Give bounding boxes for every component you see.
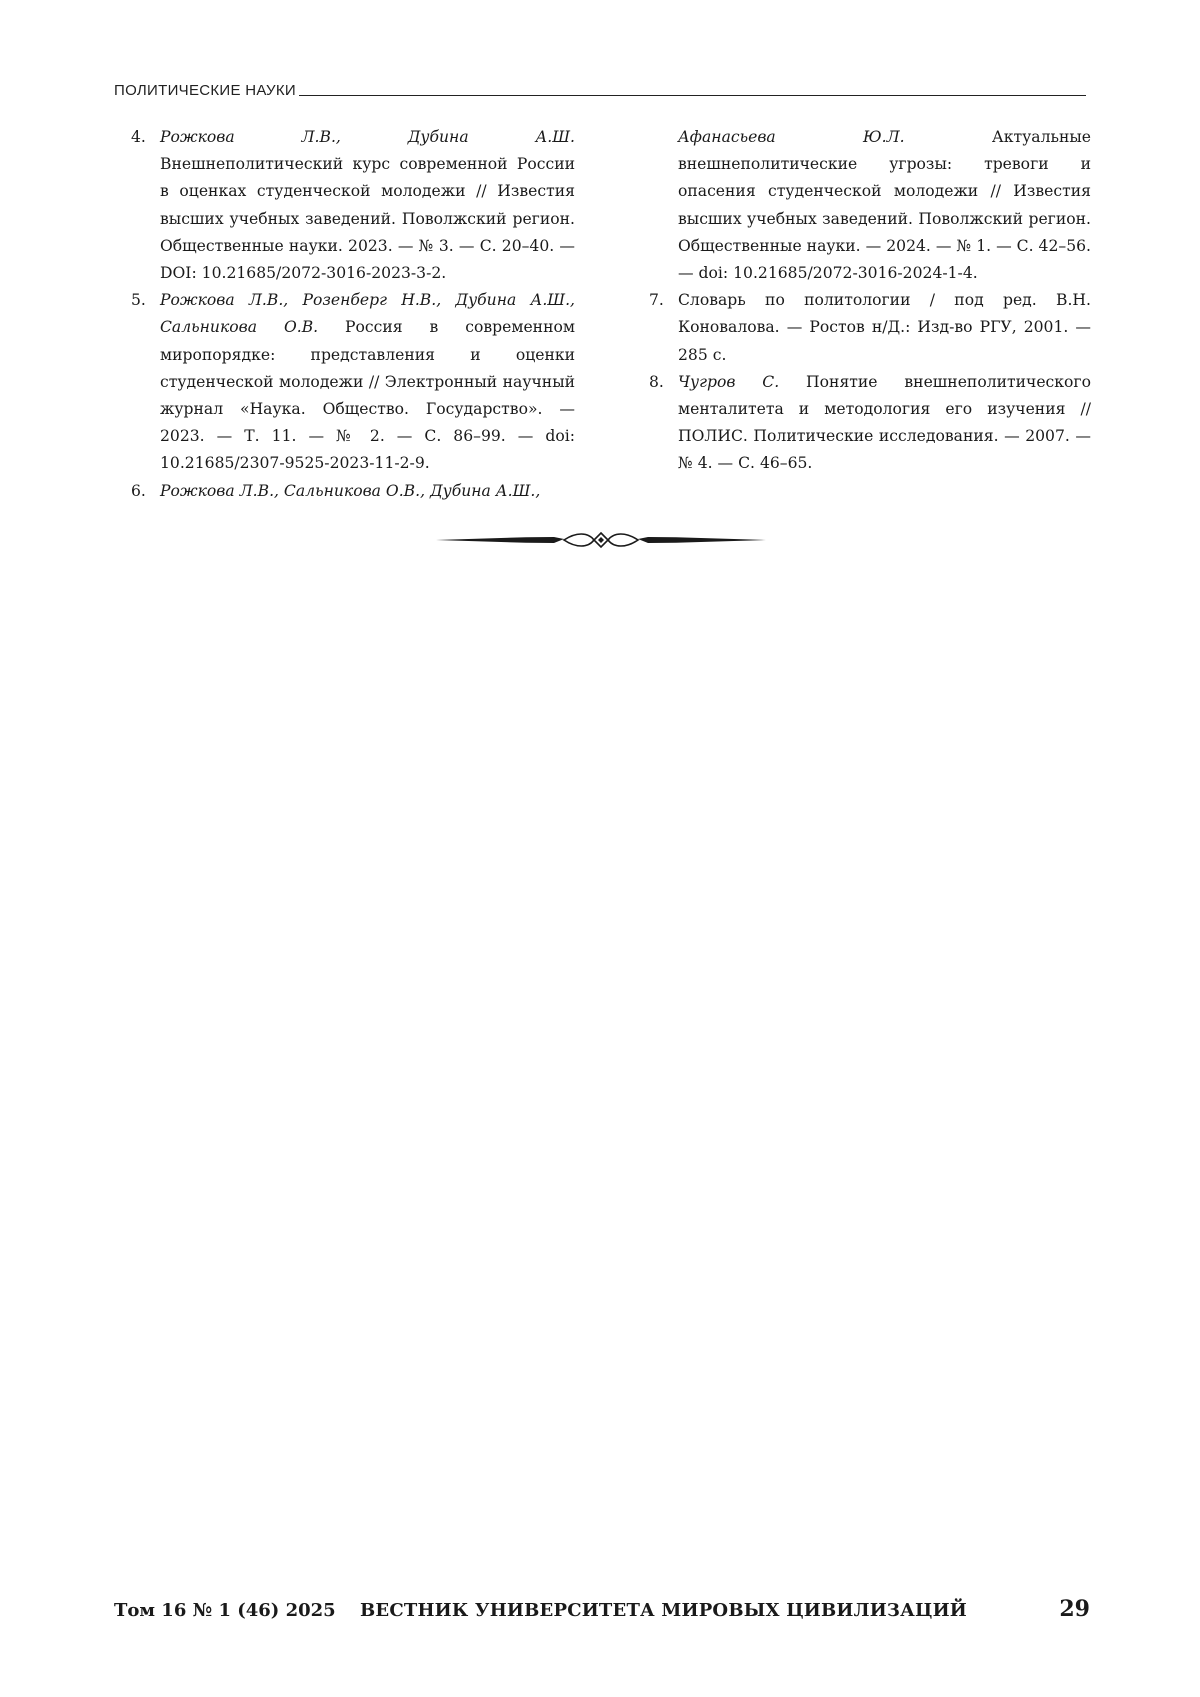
reference-text: Внешнеполитический курс современной России в оценках студенческой молодежи // Известия высших учебных заведений. Поволжский регион. Общественные науки. 2023. — № 3. — С. 20–40. — DOI: 10.21685/2072-3016-2023-3-2.: [160, 155, 575, 283]
reference-number: 6.: [131, 481, 146, 500]
reference-number: 5.: [131, 291, 146, 310]
running-head: [114, 76, 1086, 100]
reference-item-continued: [649, 124, 1091, 287]
reference-item: [649, 287, 1091, 369]
section-title: ПОЛИТИЧЕСКИЕ НАУКИ: [114, 82, 297, 99]
reference-number: 4.: [131, 128, 146, 146]
references-column-left: [131, 124, 575, 505]
reference-number: 8.: [649, 372, 664, 391]
reference-text: Словарь по политологии / под ред. В.Н. Коновалова. — Ростов н/Д.: Изд-во РГУ, 2001. — 285 с.: [678, 291, 1091, 364]
header-rule: [299, 95, 1086, 96]
issue-info: Том 16 № 1 (46) 2025: [114, 1600, 336, 1621]
reference-text: Россия в современном миропорядке: представления и оценки студенческой молодежи // Электронный научный журнал «Наука. Общество. Государство». — 2023. — Т. 11. — № 2. — С. 86–99. — doi: 10.21685/2307-9525-2023-11-2-9.: [160, 318, 575, 473]
reference-text: Актуальные внешнеполитические угрозы: тревоги и опасения студенческой молодежи // Известия высших учебных заведений. Поволжский регион. Общественные науки. — 2024. — № 1. — С. 42–56. — doi: 10.21685/2072-3016-2024-1-4.: [678, 128, 1091, 283]
references-column-right: [649, 124, 1091, 478]
reference-item: [649, 369, 1091, 478]
reference-authors: Чугров С.: [678, 372, 780, 391]
reference-item: [131, 478, 575, 505]
reference-authors: Рожкова Л.В., Розенберг Н.В., Дубина А.Ш., Сальникова О.В.: [160, 291, 575, 337]
reference-number: 7.: [649, 291, 664, 310]
references-section: [131, 124, 1091, 504]
reference-authors: Рожкова Л.В., Дубина А.Ш.: [160, 128, 575, 146]
reference-authors: Рожкова Л.В., Сальникова О.В., Дубина А.Ш.,: [160, 481, 541, 500]
reference-item: [131, 287, 575, 477]
reference-item: [131, 124, 575, 287]
page-footer: [114, 1596, 1090, 1626]
reference-text: Понятие внешнеполитического менталитета и методология его изучения // ПОЛИС. Политические исследования. — 2007. — № 4. — С. 46–65.: [678, 372, 1091, 473]
journal-title: ВЕСТНИК УНИВЕРСИТЕТА МИРОВЫХ ЦИВИЛИЗАЦИЙ: [360, 1600, 967, 1621]
section-end-ornament-icon: [436, 530, 766, 550]
page-number: 29: [1059, 1596, 1090, 1622]
reference-authors: Афанасьева Ю.Л.: [678, 128, 905, 146]
